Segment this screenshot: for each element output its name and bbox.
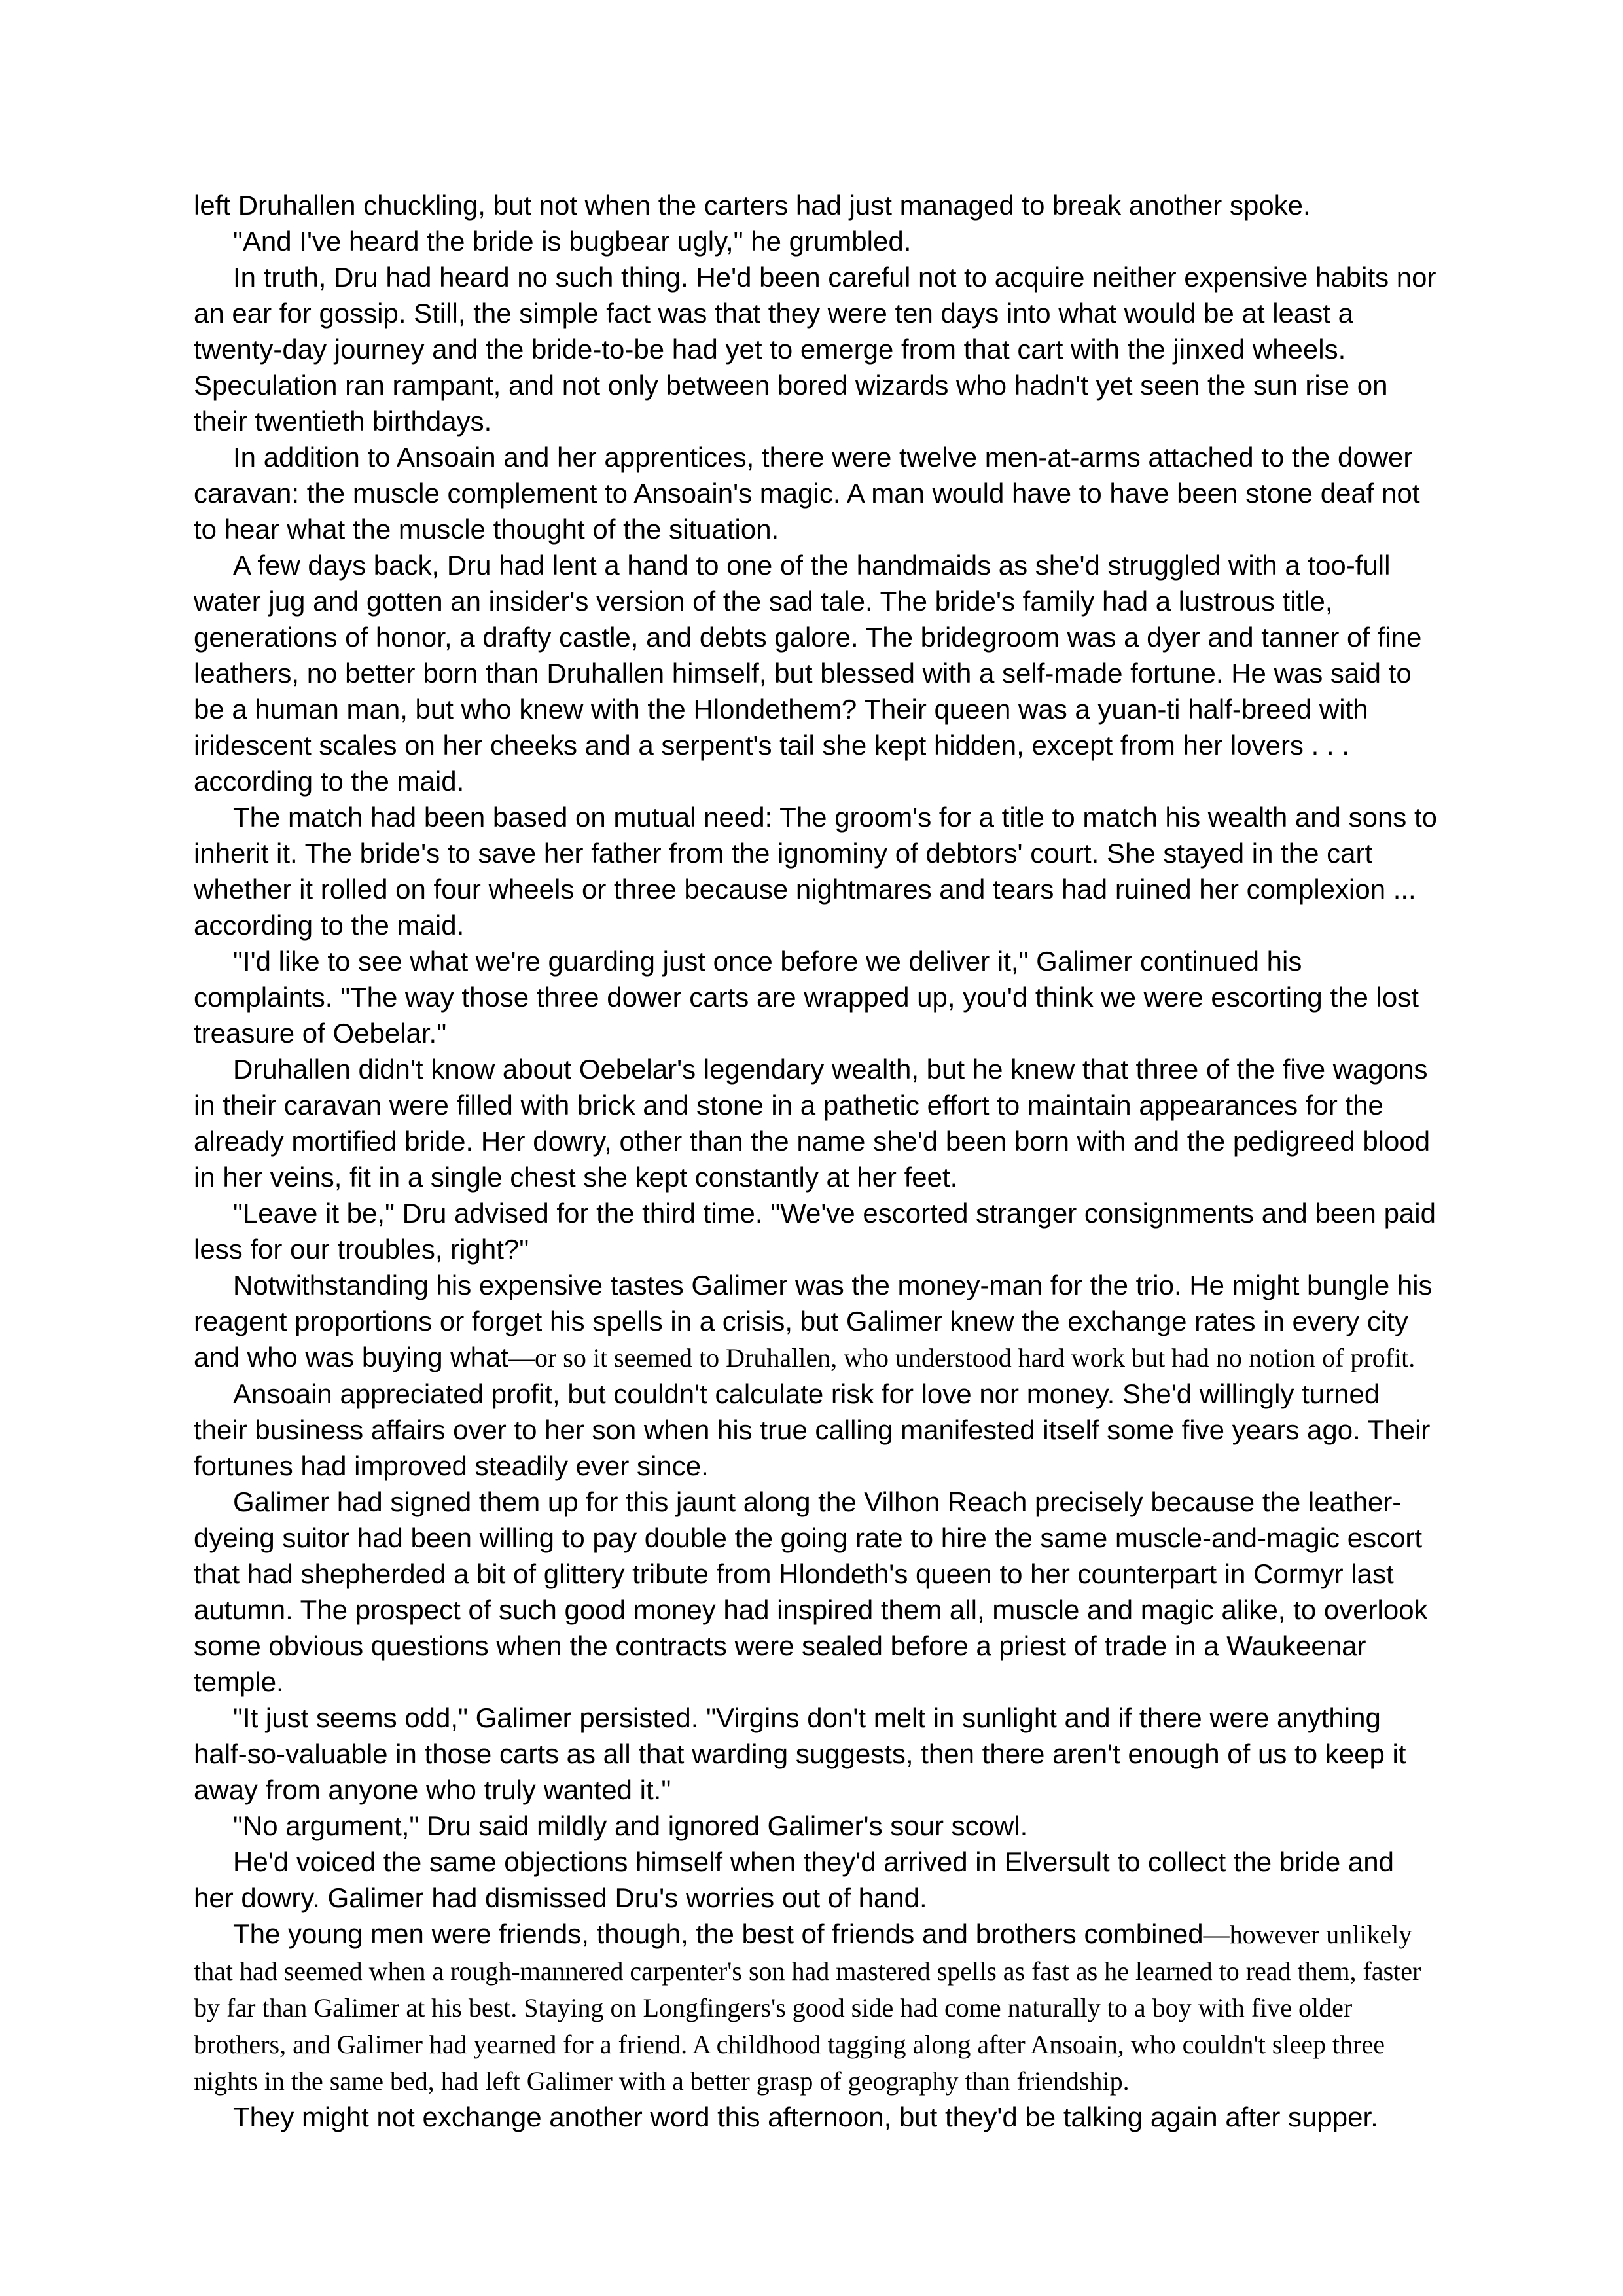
text-run: They might not exchange another word this afternoon, but they'd be talking again after supper. <box>233 2102 1378 2132</box>
text-run: Notwithstanding his expensive tastes Galimer was the money-man for the trio. He might bungle his reagent proportions or forget his spells in a crisis, but Galimer knew the exchange rates in every city and who was buying what <box>194 1270 1433 1372</box>
text-run: Galimer had signed them up for this jaunt along the Vilhon Reach precisely because the leather-dyeing suitor had been willing to pay double the going rate to hire the same muscle-and-magic escort that had shepherded a bit of glittery tribute from Hlondeth's queen to her counterpart in Cormyr last autumn. The prospect of such good money had inspired them all, muscle and magic alike, to overlook some obvious questions when the contracts were sealed before a priest of trade in a Waukeenar temple. <box>194 1486 1428 1697</box>
text-run: left Druhallen chuckling, but not when the carters had just managed to break another spoke. <box>194 190 1311 221</box>
paragraph <box>194 1808 1437 1844</box>
body-text <box>194 187 1437 2135</box>
paragraph <box>194 1916 1437 2099</box>
serif-text-run: —or so it seemed to Druhallen, who understood hard work but had no notion of profit. <box>508 1343 1416 1372</box>
text-run: He'd voiced the same objections himself when they'd arrived in Elversult to collect the bride and her dowry. Galimer had dismissed Dru's worries out of hand. <box>194 1846 1394 1913</box>
text-run: The young men were friends, though, the best of friends and brothers combined <box>233 1918 1204 1949</box>
text-run: "Leave it be," Dru advised for the third time. "We've escorted stranger consignments and been paid less for our troubles, right?" <box>194 1198 1436 1265</box>
text-run: The match had been based on mutual need: The groom's for a title to match his wealth and sons to inherit it. The bride's to save her father from the ignominy of debtors' court. She stayed in the cart whether it rolled on four wheels or three because nightmares and tears had ruined her complexion ... according to the maid. <box>194 802 1438 941</box>
paragraph <box>194 1844 1437 1916</box>
paragraph <box>194 1484 1437 1700</box>
paragraph <box>194 2099 1437 2135</box>
text-run: A few days back, Dru had lent a hand to one of the handmaids as she'd struggled with a too-full water jug and gotten an insider's version of the sad tale. The bride's family had a lustrous title, generations of honor, a drafty castle, and debts galore. The bridegroom was a dyer and tanner of fine leathers, no better born than Druhallen himself, but blessed with a self-made fortune. He was said to be a human man, but who knew with the Hlondethem? Their queen was a yuan-ti half-breed with iridescent scales on her cheeks and a serpent's tail she kept hidden, except from her lovers . . . according to the maid. <box>194 550 1422 797</box>
paragraph <box>194 1195 1437 1267</box>
serif-text-run: —however unlikely that had seemed when a rough-mannered carpenter's son had mastered spells as fast as he learned to read them, faster by far than Galimer at his best. Staying on Longfingers's good side had come naturally to a boy with five older brothers, and Galimer had yearned for a friend. A childhood tagging along after Ansoain, who couldn't sleep three nights in the same bed, had left Galimer with a better grasp of geography than friendship. <box>194 1920 1421 2096</box>
text-run: Ansoain appreciated profit, but couldn't calculate risk for love nor money. She'd willingly turned their business affairs over to her son when his true calling manifested itself some five years ago. Their fortunes had improved steadily ever since. <box>194 1378 1431 1481</box>
text-run: In addition to Ansoain and her apprentices, there were twelve men-at-arms attached to the dower caravan: the muscle complement to Ansoain's magic. A man would have to have been stone deaf not to hear what the muscle thought of the situation. <box>194 442 1420 545</box>
paragraph <box>194 1700 1437 1808</box>
text-run: "And I've heard the bride is bugbear ugly," he grumbled. <box>233 226 912 257</box>
paragraph <box>194 1051 1437 1195</box>
paragraph <box>194 1376 1437 1484</box>
text-run: "It just seems odd," Galimer persisted. "Virgins don't melt in sunlight and if there were anything half-so-valuable in those carts as all that warding suggests, then there aren't enough of us to keep it away from anyone who truly wanted it." <box>194 1702 1406 1805</box>
text-run: Druhallen didn't know about Oebelar's legendary wealth, but he knew that three of the five wagons in their caravan were filled with brick and stone in a pathetic effort to maintain appearances for the already mortified bride. Her dowry, other than the name she'd been born with and the pedigreed blood in her veins, fit in a single chest she kept constantly at her feet. <box>194 1054 1431 1193</box>
text-run: In truth, Dru had heard no such thing. He'd been careful not to acquire neither expensive habits nor an ear for gossip. Still, the simple fact was that they were ten days into what would be at least a twenty-day journey and the bride-to-be had yet to emerge from that cart with the jinxed wheels. Speculation ran rampant, and not only between bored wizards who hadn't yet seen the sun rise on their twentieth birthdays. <box>194 262 1436 437</box>
text-run: "No argument," Dru said mildly and ignored Galimer's sour scowl. <box>233 1810 1028 1841</box>
paragraph <box>194 943 1437 1051</box>
paragraph <box>194 799 1437 943</box>
paragraph <box>194 223 1437 259</box>
paragraph <box>194 1267 1437 1376</box>
paragraph <box>194 547 1437 799</box>
text-run: "I'd like to see what we're guarding just once before we deliver it," Galimer continued his complaints. "The way those three dower carts are wrapped up, you'd think we were escorting the lost treasure of Oebelar." <box>194 946 1419 1049</box>
paragraph <box>194 259 1437 439</box>
paragraph <box>194 439 1437 547</box>
paragraph <box>194 187 1437 223</box>
